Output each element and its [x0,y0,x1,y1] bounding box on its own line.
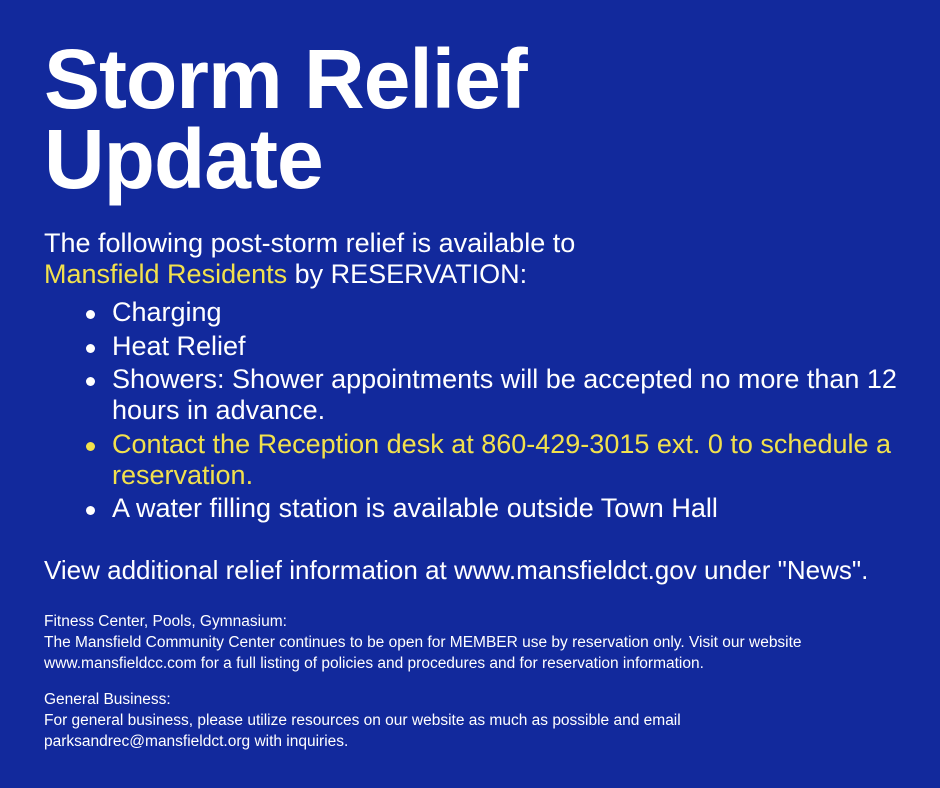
page-title: Storm Relief Update [44,32,527,206]
intro-highlight-residents: Mansfield Residents [44,259,288,290]
facilities-heading: Fitness Center, Pools, Gymnasium: [44,612,287,630]
list-item: Heat Relief [110,331,900,362]
general-business-heading: General Business: [44,691,171,709]
intro-line-2: by RESERVATION: [287,259,528,290]
general-business-block [44,690,900,753]
relief-list [44,297,900,524]
view-additional-info: View additional relief information at www.mansfieldct.gov under "News". [44,554,869,585]
intro-line-1: The following post-storm relief is available to [44,227,576,258]
list-item: A water filling station is available outside Town Hall [110,493,900,524]
general-business-line-1: For general business, please utilize resources on our website as much as possible and email [44,712,681,730]
list-item: Showers: Shower appointments will be accepted no more than 12 hours in advance. [110,364,900,427]
facilities-line-1: The Mansfield Community Center continues to be open for MEMBER use by reservation only. Visit our website [44,633,802,651]
intro-text [44,228,900,292]
general-business-line-2: parksandrec@mansfieldct.org with inquiries. [44,733,349,751]
facilities-block [44,612,900,675]
list-item: Charging [110,297,900,328]
list-item: Contact the Reception desk at 860-429-3015 ext. 0 to schedule a reservation. [110,429,900,492]
fineprint [44,612,900,754]
facilities-line-2: www.mansfieldcc.com for a full listing of policies and procedures and for reservation information. [44,654,704,672]
